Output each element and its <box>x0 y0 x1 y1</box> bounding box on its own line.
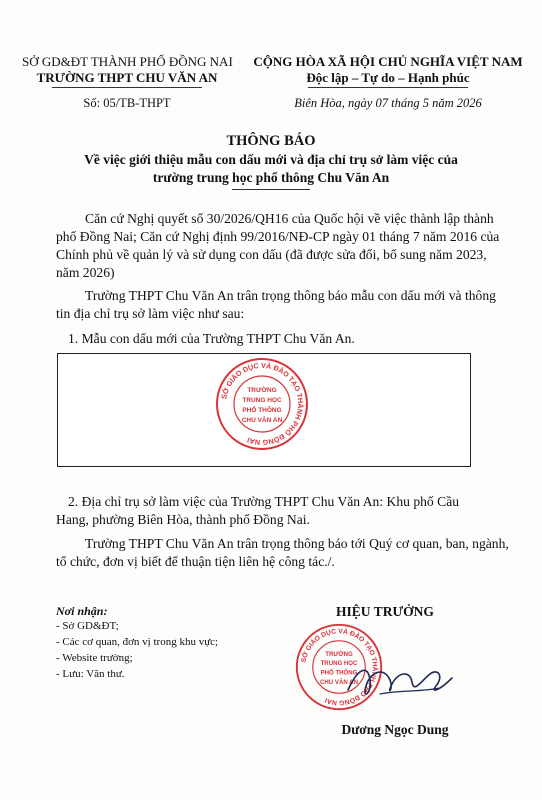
paragraph-closing-line2: tổ chức, đơn vị biết để thuận tiện liên hệ công tác./. <box>56 554 335 569</box>
paragraph-announcement-line1: Trường THPT Chu Văn An trân trọng thông báo mẫu con dấu mới và thông <box>85 288 496 303</box>
signatory-name: Dương Ngọc Dung <box>341 722 449 737</box>
paragraph-legal-basis-line1: Căn cứ Nghị quyết số 30/2026/QH16 của Quốc hội về việc thành lập thành <box>85 211 494 226</box>
school-seal-sample <box>214 356 310 452</box>
paragraph-legal-basis-line2: phố Đồng Nai; Căn cứ Nghị định 99/2016/NĐ-CP ngày 01 tháng 7 năm 2016 của <box>56 229 500 244</box>
school-name-underline <box>52 87 202 88</box>
seal-center-line1: TRƯỜNG <box>247 387 277 394</box>
seal-center-line1: TRƯỜNG <box>325 650 353 658</box>
paragraph-announcement-line2: tin địa chỉ trụ sở làm việc như sau: <box>56 306 245 321</box>
document-title: THÔNG BÁO <box>226 133 316 149</box>
list-item-seal: 1. Mẫu con dấu mới của Trường THPT Chu Văn An. <box>68 331 355 346</box>
recipient-item: - Sở GD&ĐT; <box>56 620 119 632</box>
recipient-item: - Các cơ quan, đơn vị trong khu vực; <box>56 636 219 648</box>
school-name: TRƯỜNG THPT CHU VĂN AN <box>36 70 218 85</box>
document-date: Biên Hòa, ngày 07 tháng 5 năm 2026 <box>294 96 482 110</box>
paragraph-legal-basis-line3: Chính phủ về quản lý và sử dụng con dấu (đã được sửa đổi, bổ sung năm 2023, <box>56 247 487 262</box>
handwritten-signature <box>340 650 460 710</box>
seal-center-line3: PHỔ THÔNG <box>242 407 282 414</box>
seal-ring-text: SỞ GIÁO DỤC VÀ ĐÀO TẠO THÀNH PHỐ ĐỒNG NAI <box>219 360 306 448</box>
national-title: CỘNG HÒA XÃ HỘI CHỦ NGHĨA VIỆT NAM <box>253 54 523 69</box>
recipients-heading: Nơi nhận: <box>56 604 108 618</box>
document-subtitle-line1: Về việc giới thiệu mẫu con dấu mới và địa chỉ trụ sở làm việc của <box>84 152 458 167</box>
list-item-address-line2: Hang, phường Biên Hòa, thành phố Đồng Nai. <box>56 512 310 527</box>
seal-ring-text: SỞ GIÁO DỤC VÀ ĐÀO TẠO THÀNH PHỐ ĐỒNG NAI <box>300 628 378 706</box>
paragraph-closing-line1: Trường THPT Chu Văn An trân trọng thông báo tới Quý cơ quan, ban, ngành, <box>85 536 509 551</box>
seal-center-line2: TRUNG HỌC <box>320 660 358 668</box>
national-motto: Độc lập – Tự do – Hạnh phúc <box>306 70 470 85</box>
signatory-title: HIỆU TRƯỞNG <box>336 604 434 619</box>
seal-center-line4: CHU VĂN AN <box>320 678 358 686</box>
seal-center-line2: TRUNG HỌC <box>242 397 282 404</box>
recipient-item: - Website trường; <box>56 652 133 664</box>
department-name: SỞ GD&ĐT THÀNH PHỐ ĐỒNG NAI <box>22 54 233 69</box>
motto-underline <box>308 87 468 88</box>
seal-center-line3: PHỔ THÔNG <box>320 669 358 677</box>
document-subtitle-line2: trường trung học phổ thông Chu Văn An <box>152 170 390 185</box>
list-item-address-line1: 2. Địa chỉ trụ sở làm việc của Trường THPT Chu Văn An: Khu phố Cầu <box>68 494 460 509</box>
paragraph-legal-basis-line4: năm 2026) <box>56 265 115 280</box>
title-underline <box>232 189 310 190</box>
seal-center-line4: CHU VĂN AN <box>241 417 283 424</box>
recipient-item: - Lưu: Văn thư. <box>56 668 125 680</box>
document-number: Số: 05/TB-THPT <box>83 96 171 110</box>
